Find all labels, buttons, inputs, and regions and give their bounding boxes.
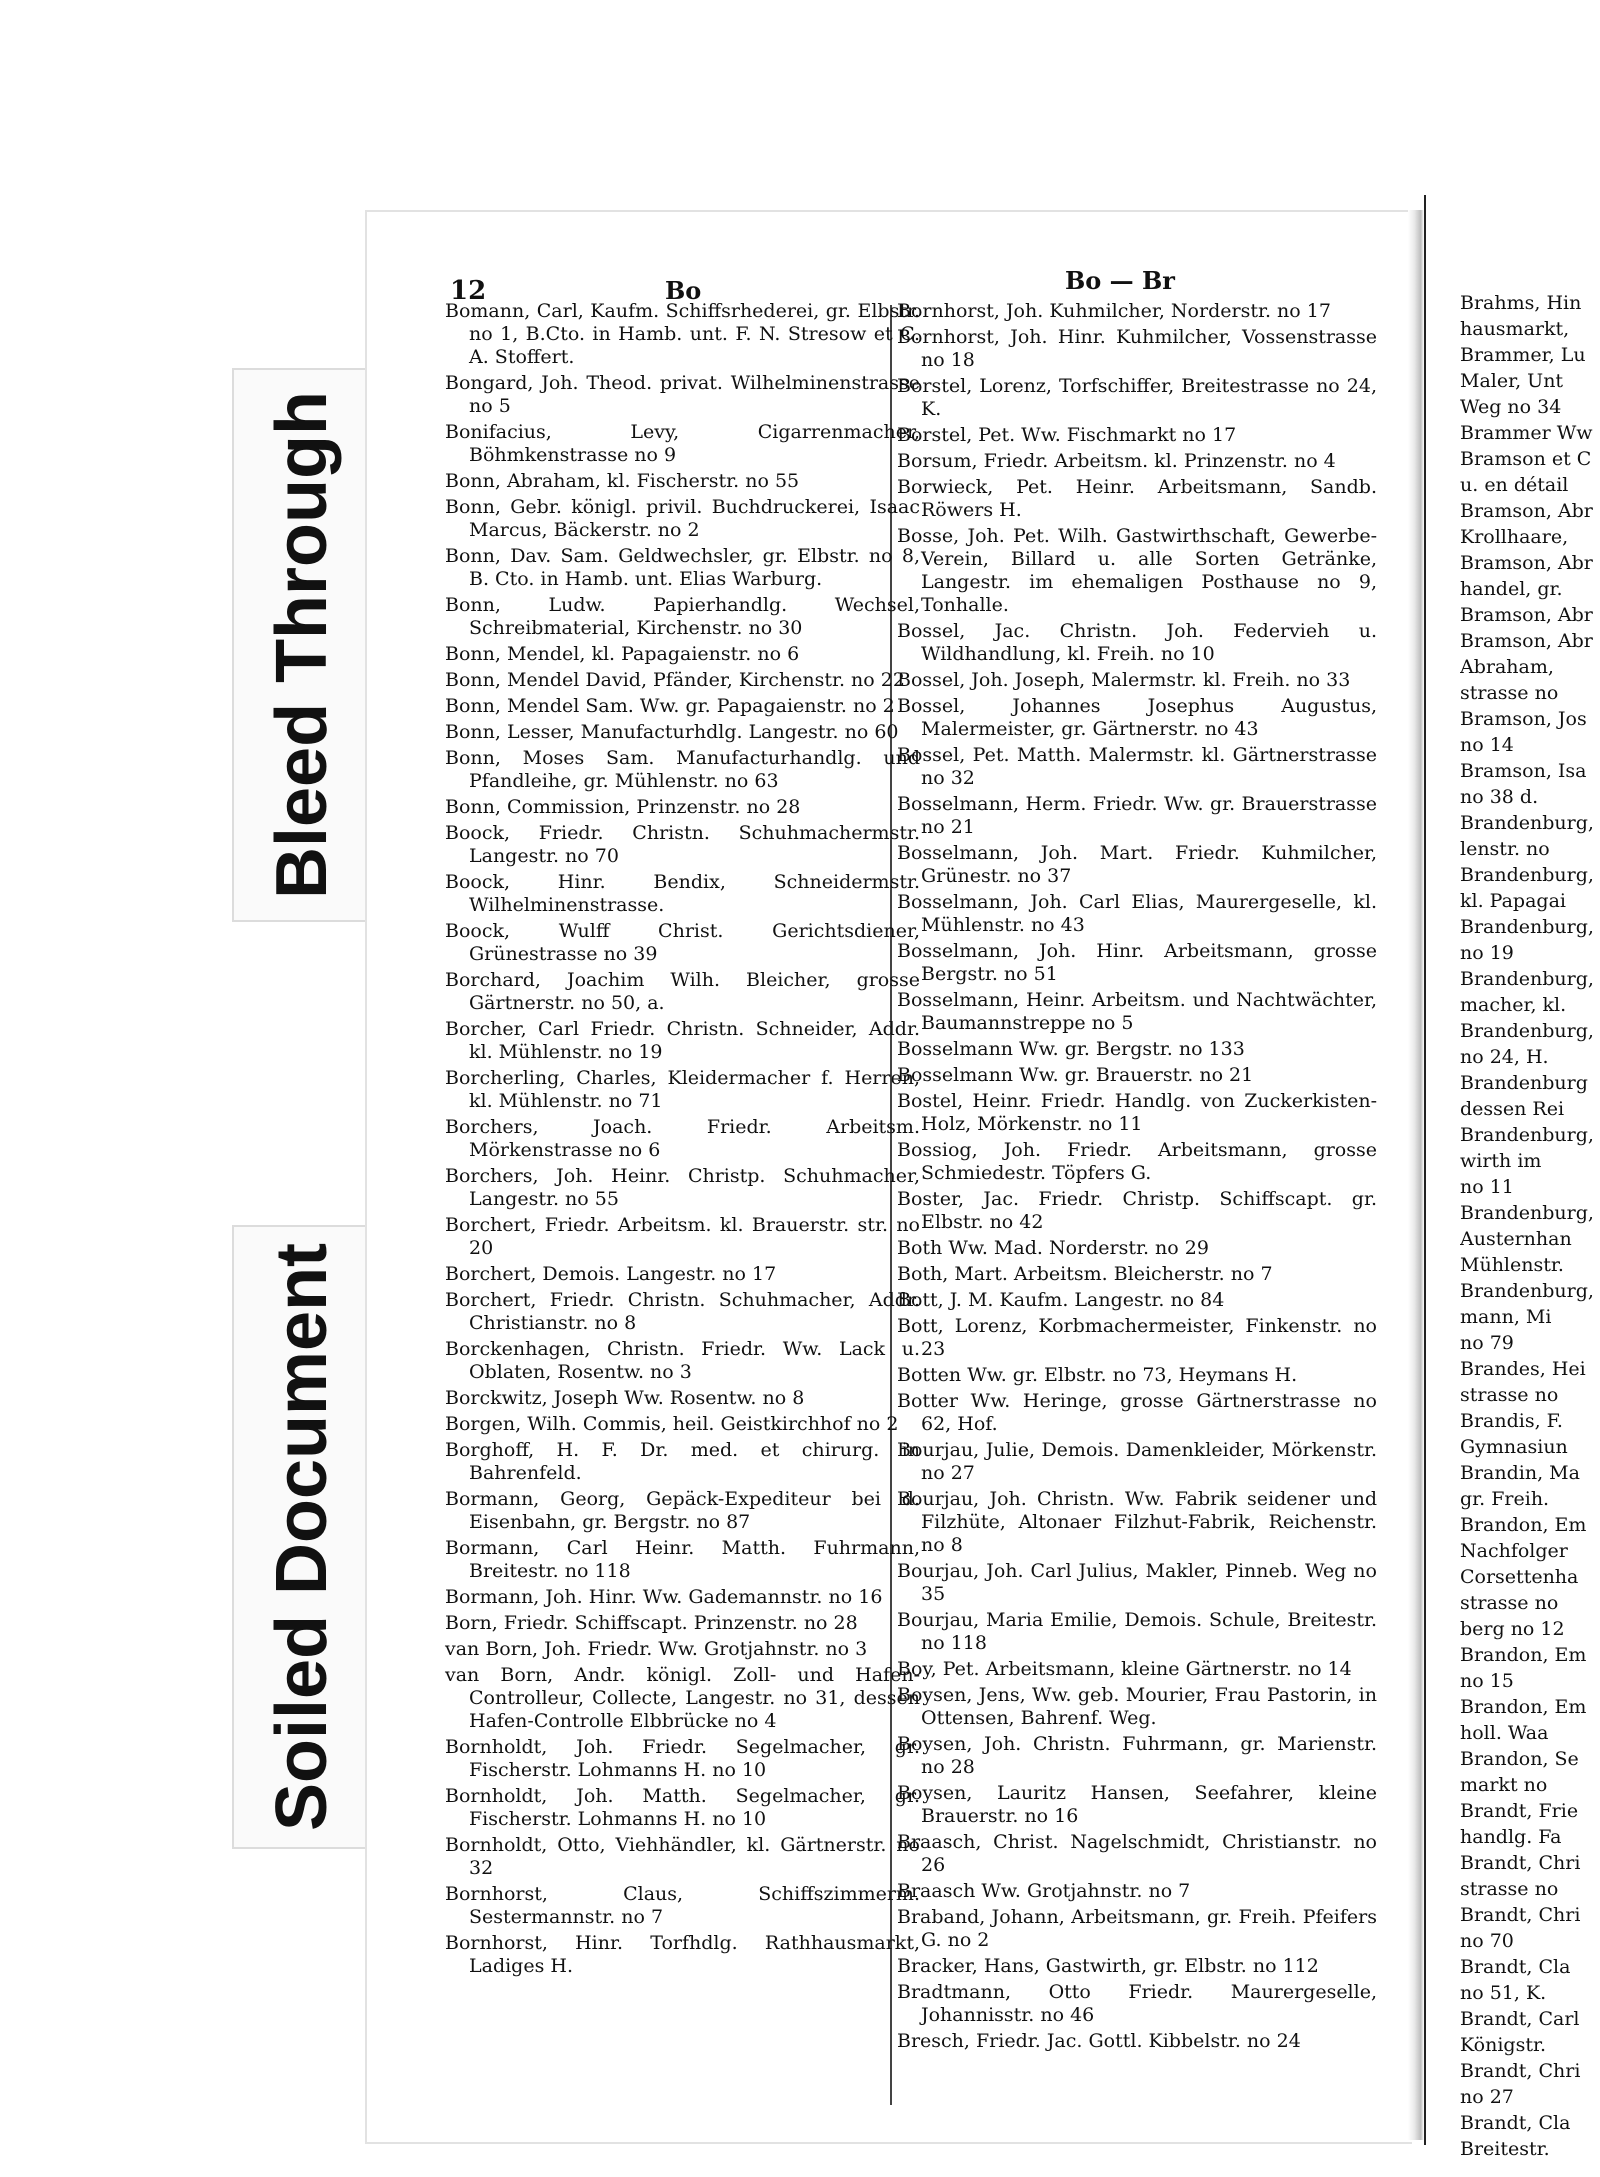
directory-entry: Bormann, Georg, Gepäck-Expediteur bei d. Eisenbahn, gr. Bergstr. no 87 — [445, 1488, 920, 1533]
directory-entry: Brandenburg, — [1460, 864, 1594, 886]
directory-entry: Bosselmann, Herm. Friedr. Ww. gr. Brauerstrasse no 21 — [897, 793, 1377, 838]
directory-entry: Bracker, Hans, Gastwirth, gr. Elbstr. no 112 — [897, 1955, 1319, 1977]
directory-entry: Boysen, Jens, Ww. geb. Mourier, Frau Pastorin, in Ottensen, Bahrenf. Weg. — [897, 1684, 1377, 1729]
directory-entry: Brandt, Chri — [1460, 1904, 1581, 1926]
directory-entry: Bonn, Commission, Prinzenstr. no 28 — [445, 796, 801, 818]
directory-entry: kl. Papagai — [1460, 890, 1566, 912]
directory-entry: Borchert, Friedr. Christn. Schuhmacher, Addr. Christianstr. no 8 — [445, 1289, 920, 1334]
directory-entry: Austernhan — [1460, 1228, 1572, 1250]
directory-entry: Borstel, Pet. Ww. Fischmarkt no 17 — [897, 424, 1237, 446]
running-head-left: Bo — [665, 276, 702, 305]
directory-entry: Brandt, Cla — [1460, 2112, 1571, 2134]
directory-entry: Bonifacius, Levy, Cigarrenmacher, Böhmkenstrasse no 9 — [445, 421, 920, 466]
directory-entry: markt no — [1460, 1774, 1548, 1796]
directory-entry: dessen Rei — [1460, 1098, 1565, 1120]
directory-entry: Bonn, Lesser, Manufacturhdlg. Langestr. no 60 — [445, 721, 899, 743]
directory-entry: Gymnasiun — [1460, 1436, 1568, 1458]
directory-entry: Borchert, Friedr. Arbeitsm. kl. Brauerstr. str. no 20 — [445, 1214, 920, 1259]
directory-entry: Brammer, Lu — [1460, 344, 1586, 366]
directory-entry: Bossel, Joh. Joseph, Malermstr. kl. Freih. no 33 — [897, 669, 1351, 691]
directory-entry: no 38 d. — [1460, 786, 1539, 808]
directory-entry: Krollhaare, — [1460, 526, 1569, 548]
directory-entry: Bott, Lorenz, Korbmachermeister, Finkenstr. no 23 — [897, 1315, 1377, 1360]
directory-entry: u. en détail — [1460, 474, 1569, 496]
directory-entry: Bonn, Ludw. Papierhandlg. Wechsel, Schreibmaterial, Kirchenstr. no 30 — [445, 594, 920, 639]
directory-entry: strasse no — [1460, 682, 1559, 704]
directory-entry: Boy, Pet. Arbeitsmann, kleine Gärtnerstr. no 14 — [897, 1658, 1352, 1680]
directory-entry: no 27 — [1460, 2086, 1514, 2108]
directory-entry: no 79 — [1460, 1332, 1514, 1354]
directory-entry: Bourjau, Julie, Demois. Damenkleider, Mörkenstr. no 27 — [897, 1439, 1377, 1484]
directory-entry: no 15 — [1460, 1670, 1514, 1692]
directory-entry: Borcher, Carl Friedr. Christn. Schneider, Addr. kl. Mühlenstr. no 19 — [445, 1018, 920, 1063]
directory-entry: Bosselmann, Joh. Mart. Friedr. Kuhmilcher, Grünestr. no 37 — [897, 842, 1377, 887]
directory-entry: Bosselmann, Heinr. Arbeitsm. und Nachtwächter, Baumannstreppe no 5 — [897, 989, 1377, 1034]
directory-entry: Bosselmann, Joh. Hinr. Arbeitsmann, grosse Bergstr. no 51 — [897, 940, 1377, 985]
directory-entry: Brandon, Em — [1460, 1696, 1587, 1718]
directory-entry: Breitestr. — [1460, 2138, 1550, 2160]
directory-entry: Borckwitz, Joseph Ww. Rosentw. no 8 — [445, 1387, 805, 1409]
directory-entry: no 14 — [1460, 734, 1514, 756]
directory-entry: Brandis, F. — [1460, 1410, 1563, 1432]
directory-entry: Boysen, Joh. Christn. Fuhrmann, gr. Marienstr. no 28 — [897, 1733, 1377, 1778]
directory-entry: Bonn, Mendel, kl. Papagaienstr. no 6 — [445, 643, 800, 665]
directory-entry: Bormann, Carl Heinr. Matth. Fuhrmann, Breitestr. no 118 — [445, 1537, 920, 1582]
directory-entry: Botter Ww. Heringe, grosse Gärtnerstrasse no 62, Hof. — [897, 1390, 1377, 1435]
directory-entry: berg no 12 — [1460, 1618, 1565, 1640]
directory-entry: no 24, H. — [1460, 1046, 1549, 1068]
page-number: 12 — [450, 276, 487, 306]
directory-entry: Borsum, Friedr. Arbeitsm. kl. Prinzenstr. no 4 — [897, 450, 1336, 472]
directory-entry: Bonn, Gebr. königl. privil. Buchdruckerei, Isaac Marcus, Bäckerstr. no 2 — [445, 496, 920, 541]
directory-entry: Brandt, Cla — [1460, 1956, 1571, 1978]
directory-entry: Braasch, Christ. Nagelschmidt, Christianstr. no 26 — [897, 1831, 1377, 1876]
directory-entry: Weg no 34 — [1460, 396, 1562, 418]
directory-entry: Borghoff, H. F. Dr. med. et chirurg. in Bahrenfeld. — [445, 1439, 920, 1484]
directory-entry: Bourjau, Maria Emilie, Demois. Schule, Breitestr. no 118 — [897, 1609, 1377, 1654]
directory-entry: Bonn, Dav. Sam. Geldwechsler, gr. Elbstr. no 8, B. Cto. in Hamb. unt. Elias Warburg. — [445, 545, 920, 590]
directory-entry: Brandenburg, — [1460, 968, 1594, 990]
directory-entry: strasse no — [1460, 1878, 1559, 1900]
directory-entry: hausmarkt, — [1460, 318, 1570, 340]
directory-entry: Bosselmann Ww. gr. Brauerstr. no 21 — [897, 1064, 1254, 1086]
directory-entry: Bornholdt, Joh. Friedr. Segelmacher, gr. Fischerstr. Lohmanns H. no 10 — [445, 1736, 920, 1781]
directory-entry: Bornhorst, Hinr. Torfhdlg. Rathhausmarkt, Ladiges H. — [445, 1932, 920, 1977]
directory-entry: Brahms, Hin — [1460, 292, 1582, 314]
directory-entry: Borchers, Joh. Heinr. Christp. Schuhmacher, Langestr. no 55 — [445, 1165, 920, 1210]
directory-entry: strasse no — [1460, 1592, 1559, 1614]
directory-entry: handel, gr. — [1460, 578, 1563, 600]
directory-entry: Bossel, Jac. Christn. Joh. Federvieh u. Wildhandlung, kl. Freih. no 10 — [897, 620, 1377, 665]
directory-entry: macher, kl. — [1460, 994, 1567, 1016]
directory-entry: Brandenburg, — [1460, 1020, 1594, 1042]
directory-entry: Bonn, Mendel Sam. Ww. gr. Papagaienstr. no 2 — [445, 695, 895, 717]
directory-entry: Brammer Ww — [1460, 422, 1593, 444]
bleed-through-tab — [232, 368, 371, 922]
directory-entry: Bramson, Isa — [1460, 760, 1587, 782]
directory-entry: lenstr. no — [1460, 838, 1550, 860]
directory-entry: Brandon, Se — [1460, 1748, 1579, 1770]
directory-entry: Königstr. — [1460, 2034, 1547, 2056]
soiled-document-tab — [232, 1225, 371, 1849]
directory-entry: Bramson, Abr — [1460, 500, 1593, 522]
directory-entry: Abraham, — [1460, 656, 1554, 678]
directory-entry: Brandon, Em — [1460, 1644, 1587, 1666]
directory-entry: Brandenburg, — [1460, 812, 1594, 834]
directory-column-left — [445, 300, 920, 1981]
directory-entry: Bostel, Heinr. Friedr. Handlg. von Zuckerkisten-Holz, Mörkenstr. no 11 — [897, 1090, 1377, 1135]
directory-entry: Borchers, Joach. Friedr. Arbeitsm. Mörkenstrasse no 6 — [445, 1116, 920, 1161]
directory-entry: Bomann, Carl, Kaufm. Schiffsrhederei, gr. Elbstr. no 1, B.Cto. in Hamb. unt. F. N. Stresow et C. A. Stoffert. — [445, 300, 920, 368]
directory-entry: Boock, Hinr. Bendix, Schneidermstr. Wilhelminenstrasse. — [445, 871, 920, 916]
directory-entry: Both Ww. Mad. Norderstr. no 29 — [897, 1237, 1209, 1259]
directory-entry: Brandon, Em — [1460, 1514, 1587, 1536]
directory-entry: Bramson, Abr — [1460, 630, 1593, 652]
directory-entry: Bramson, Abr — [1460, 552, 1593, 574]
directory-entry: wirth im — [1460, 1150, 1542, 1172]
directory-entry: Bramson, Abr — [1460, 604, 1593, 626]
directory-entry: Bosselmann Ww. gr. Bergstr. no 133 — [897, 1038, 1245, 1060]
directory-entry: Bourjau, Joh. Carl Julius, Makler, Pinneb. Weg no 35 — [897, 1560, 1377, 1605]
directory-entry: Both, Mart. Arbeitsm. Bleicherstr. no 7 — [897, 1263, 1273, 1285]
directory-entry: Borstel, Lorenz, Torfschiffer, Breitestrasse no 24, K. — [897, 375, 1377, 420]
directory-column-facing — [1460, 292, 1600, 2164]
page-gutter — [1408, 210, 1424, 2140]
directory-entry: no 19 — [1460, 942, 1514, 964]
directory-entry: Brandenburg, — [1460, 1202, 1594, 1224]
directory-entry: Bornhorst, Joh. Hinr. Kuhmilcher, Vossenstrasse no 18 — [897, 326, 1377, 371]
directory-entry: Bosse, Joh. Pet. Wilh. Gastwirthschaft, Gewerbe-Verein, Billard u. alle Sorten Getränke, Langestr. im ehemaligen Posthause no 9, Tonhalle. — [897, 525, 1377, 616]
directory-entry: Brandes, Hei — [1460, 1358, 1586, 1380]
directory-entry: Borckenhagen, Christn. Friedr. Ww. Lack u. Oblaten, Rosentw. no 3 — [445, 1338, 920, 1383]
directory-entry: Brandenburg, — [1460, 1280, 1594, 1302]
running-head-right: Bo — Br — [1065, 266, 1175, 295]
directory-entry: Boock, Wulff Christ. Gerichtsdiener, Grünestrasse no 39 — [445, 920, 920, 965]
directory-entry: Bornholdt, Joh. Matth. Segelmacher, gr. Fischerstr. Lohmanns H. no 10 — [445, 1785, 920, 1830]
directory-entry: Bonn, Abraham, kl. Fischerstr. no 55 — [445, 470, 800, 492]
directory-entry: Brandt, Chri — [1460, 2060, 1581, 2082]
directory-entry: Braasch Ww. Grotjahnstr. no 7 — [897, 1880, 1191, 1902]
directory-entry: gr. Freih. — [1460, 1488, 1550, 1510]
directory-entry: Mühlenstr. — [1460, 1254, 1564, 1276]
directory-column-middle — [897, 300, 1377, 2056]
directory-entry: Brandin, Ma — [1460, 1462, 1580, 1484]
directory-entry: Bresch, Friedr. Jac. Gottl. Kibbelstr. no 24 — [897, 2030, 1301, 2052]
directory-entry: holl. Waa — [1460, 1722, 1549, 1744]
directory-entry: Brandt, Chri — [1460, 1852, 1581, 1874]
directory-entry: Brandenburg, — [1460, 916, 1594, 938]
directory-entry: no 70 — [1460, 1930, 1514, 1952]
directory-entry: Bossel, Pet. Matth. Malermstr. kl. Gärtnerstrasse no 32 — [897, 744, 1377, 789]
directory-entry: strasse no — [1460, 1384, 1559, 1406]
directory-entry: Botten Ww. gr. Elbstr. no 73, Heymans H. — [897, 1364, 1298, 1386]
directory-entry: Brandt, Carl — [1460, 2008, 1580, 2030]
directory-entry: Bramson et C — [1460, 448, 1592, 470]
directory-entry: Bossel, Johannes Josephus Augustus, Malermeister, gr. Gärtnerstr. no 43 — [897, 695, 1377, 740]
directory-entry: Bonn, Moses Sam. Manufacturhandlg. und Pfandleihe, gr. Mühlenstr. no 63 — [445, 747, 920, 792]
directory-entry: Bramson, Jos — [1460, 708, 1587, 730]
directory-entry: mann, Mi — [1460, 1306, 1552, 1328]
directory-entry: Borchard, Joachim Wilh. Bleicher, grosse Gärtnerstr. no 50, a. — [445, 969, 920, 1014]
directory-entry: no 11 — [1460, 1176, 1514, 1198]
directory-entry: Bossiog, Joh. Friedr. Arbeitsmann, grosse Schmiedestr. Töpfers G. — [897, 1139, 1377, 1184]
directory-entry: Bourjau, Joh. Christn. Ww. Fabrik seidener und Filzhüte, Altonaer Filzhut-Fabrik, Reichenstr. no 8 — [897, 1488, 1377, 1556]
directory-entry: Bornhorst, Joh. Kuhmilcher, Norderstr. no 17 — [897, 300, 1331, 322]
directory-entry: Nachfolger — [1460, 1540, 1568, 1562]
directory-entry: Born, Friedr. Schiffscapt. Prinzenstr. no 28 — [445, 1612, 858, 1634]
directory-entry: Bornholdt, Otto, Viehhändler, kl. Gärtnerstr. no 32 — [445, 1834, 920, 1879]
directory-entry: Borchert, Demois. Langestr. no 17 — [445, 1263, 777, 1285]
directory-entry: Borgen, Wilh. Commis, heil. Geistkirchhof no 2 — [445, 1413, 899, 1435]
directory-entry: Corsettenha — [1460, 1566, 1579, 1588]
directory-entry: Bosselmann, Joh. Carl Elias, Maurergeselle, kl. Mühlenstr. no 43 — [897, 891, 1377, 936]
directory-entry: Boock, Friedr. Christn. Schuhmachermstr. Langestr. no 70 — [445, 822, 920, 867]
directory-entry: Brandt, Frie — [1460, 1800, 1579, 1822]
directory-entry: Maler, Unt — [1460, 370, 1564, 392]
directory-entry: Boysen, Lauritz Hansen, Seefahrer, kleine Brauerstr. no 16 — [897, 1782, 1377, 1827]
directory-entry: van Born, Joh. Friedr. Ww. Grotjahnstr. no 3 — [445, 1638, 868, 1660]
directory-entry: Braband, Johann, Arbeitsmann, gr. Freih. Pfeifers G. no 2 — [897, 1906, 1377, 1951]
soiled-document-label: Soiled Document — [261, 1242, 342, 1832]
directory-entry: Brandenburg, — [1460, 1124, 1594, 1146]
directory-entry: Bradtmann, Otto Friedr. Maurergeselle, Johannisstr. no 46 — [897, 1981, 1377, 2026]
bleed-through-label: Bleed Through — [261, 391, 342, 899]
directory-entry: Brandenburg — [1460, 1072, 1588, 1094]
directory-entry: Bongard, Joh. Theod. privat. Wilhelminenstrasse no 5 — [445, 372, 920, 417]
directory-entry: Bornhorst, Claus, Schiffszimmerm. Sestermannstr. no 7 — [445, 1883, 920, 1928]
directory-entry: van Born, Andr. königl. Zoll- und Hafen-Controlleur, Collecte, Langestr. no 31, dessen Hafen-Controlle Elbbrücke no 4 — [445, 1664, 920, 1732]
directory-entry: no 51, K. — [1460, 1982, 1547, 2004]
directory-entry: handlg. Fa — [1460, 1826, 1562, 1848]
directory-entry: Bonn, Mendel David, Pfänder, Kirchenstr. no 22 — [445, 669, 905, 691]
directory-entry: Bott, J. M. Kaufm. Langestr. no 84 — [897, 1289, 1225, 1311]
directory-entry: Borcherling, Charles, Kleidermacher f. Herren, kl. Mühlenstr. no 71 — [445, 1067, 920, 1112]
directory-entry: Borwieck, Pet. Heinr. Arbeitsmann, Sandb. Röwers H. — [897, 476, 1377, 521]
directory-entry: Bormann, Joh. Hinr. Ww. Gademannstr. no 16 — [445, 1586, 883, 1608]
directory-entry: Boster, Jac. Friedr. Christp. Schiffscapt. gr. Elbstr. no 42 — [897, 1188, 1377, 1233]
